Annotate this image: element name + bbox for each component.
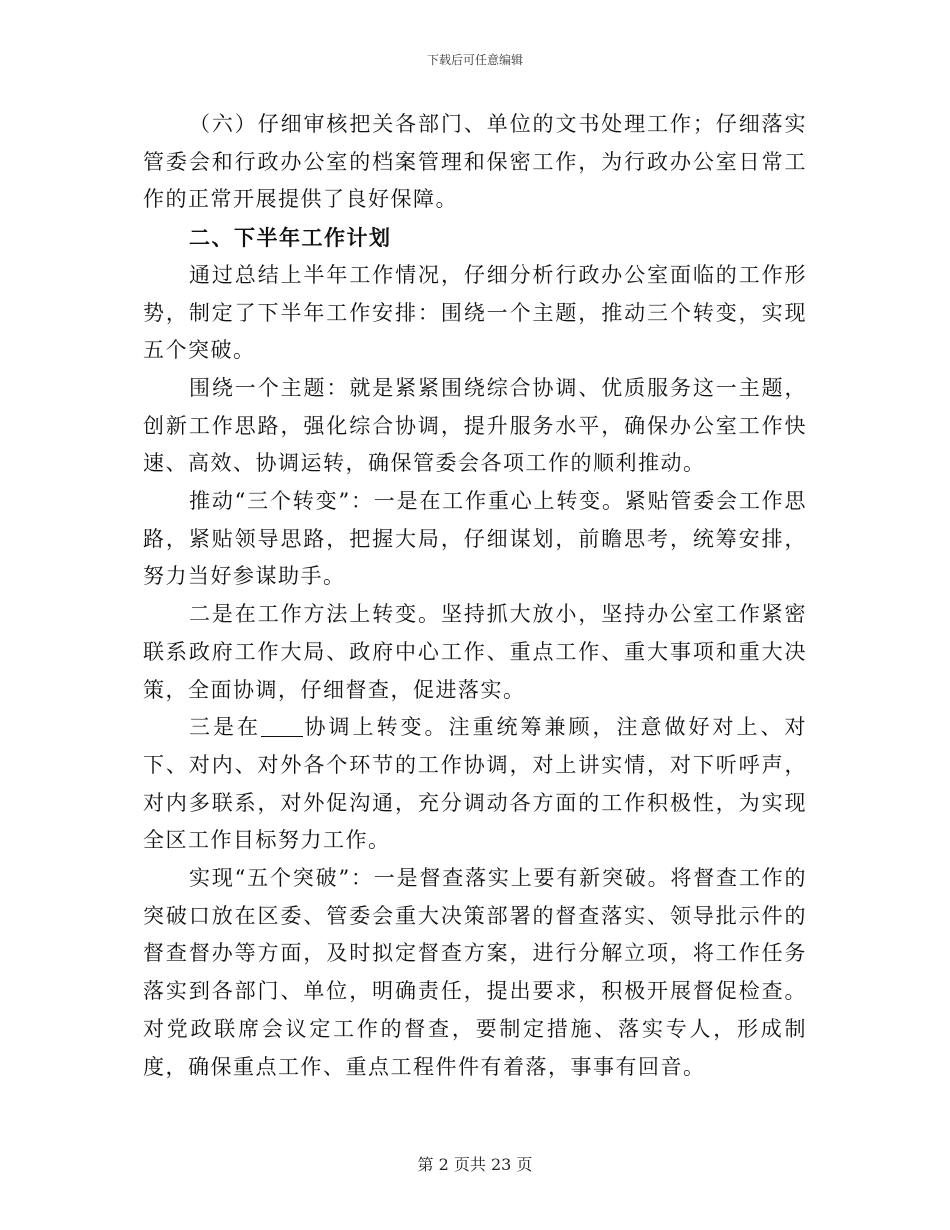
paragraph-3: 围绕一个主题：就是紧紧围绕综合协调、优质服务这一主题，创新工作思路，强化综合协调，提升服务水平，确保办公室工作快速、高效、协调运转，确保管委会各项工作的顺利推动。 xyxy=(143,375,807,476)
fill-blank xyxy=(261,714,303,737)
paragraph-4: 推动“三个转变”：一是在工作重心上转变。紧贴管委会工作思路，紧贴领导思路，把握大局，仔细谋划，前瞻思考，统筹安排，努力当好参谋助手。 xyxy=(143,489,807,589)
paragraph-6 xyxy=(143,709,807,860)
paragraph-1: （六）仔细审核把关各部门、单位的文书处理工作；仔细落实管委会和行政办公室的档案管理和保密工作，为行政办公室日常工作的正常开展提供了良好保障。 xyxy=(143,112,807,212)
page-number: 第 2 页共 23 页 xyxy=(417,1155,533,1174)
paragraph-7: 实现“五个突破”：一是督查落实上要有新突破。将督查工作的突破口放在区委、管委会重大决策部署的督查落实、领导批示件的督查督办等方面，及时拟定督查方案，进行分解立项，将工作任务落实到各部门、单位，明确责任，提出要求，积极开展督促检查。对党政联席会议定工作的督查，要制定措施、落实专人，形成制度，确保重点工作、重点工程件件有着落，事事有回音。 xyxy=(143,866,807,1079)
paragraph-6-rest: 协调上转变。注重统筹兼顾，注意做好对上、对下、对内、对外各个环节的工作协调，对上讲实情，对下听呼声，对内多联系，对外促沟通，充分调动各方面的工作积极性，为实现全区工作目标努力工作。 xyxy=(143,715,807,853)
page-header-note: 下载后可任意编辑 xyxy=(426,53,523,67)
document-body xyxy=(143,106,807,1086)
paragraph-2: 通过总结上半年工作情况，仔细分析行政办公室面临的工作形势，制定了下半年工作安排：围绕一个主题，推动三个转变，实现五个突破。 xyxy=(143,262,807,363)
paragraph-5: 二是在工作方法上转变。坚持抓大放小，坚持办公室工作紧密联系政府工作大局、政府中心工作、重点工作、重大事项和重大决策，全面协调，仔细督查，促进落实。 xyxy=(143,602,807,702)
paragraph-6-start: 三是在 xyxy=(189,715,261,740)
section-heading: 二、下半年工作计划 xyxy=(189,225,392,251)
